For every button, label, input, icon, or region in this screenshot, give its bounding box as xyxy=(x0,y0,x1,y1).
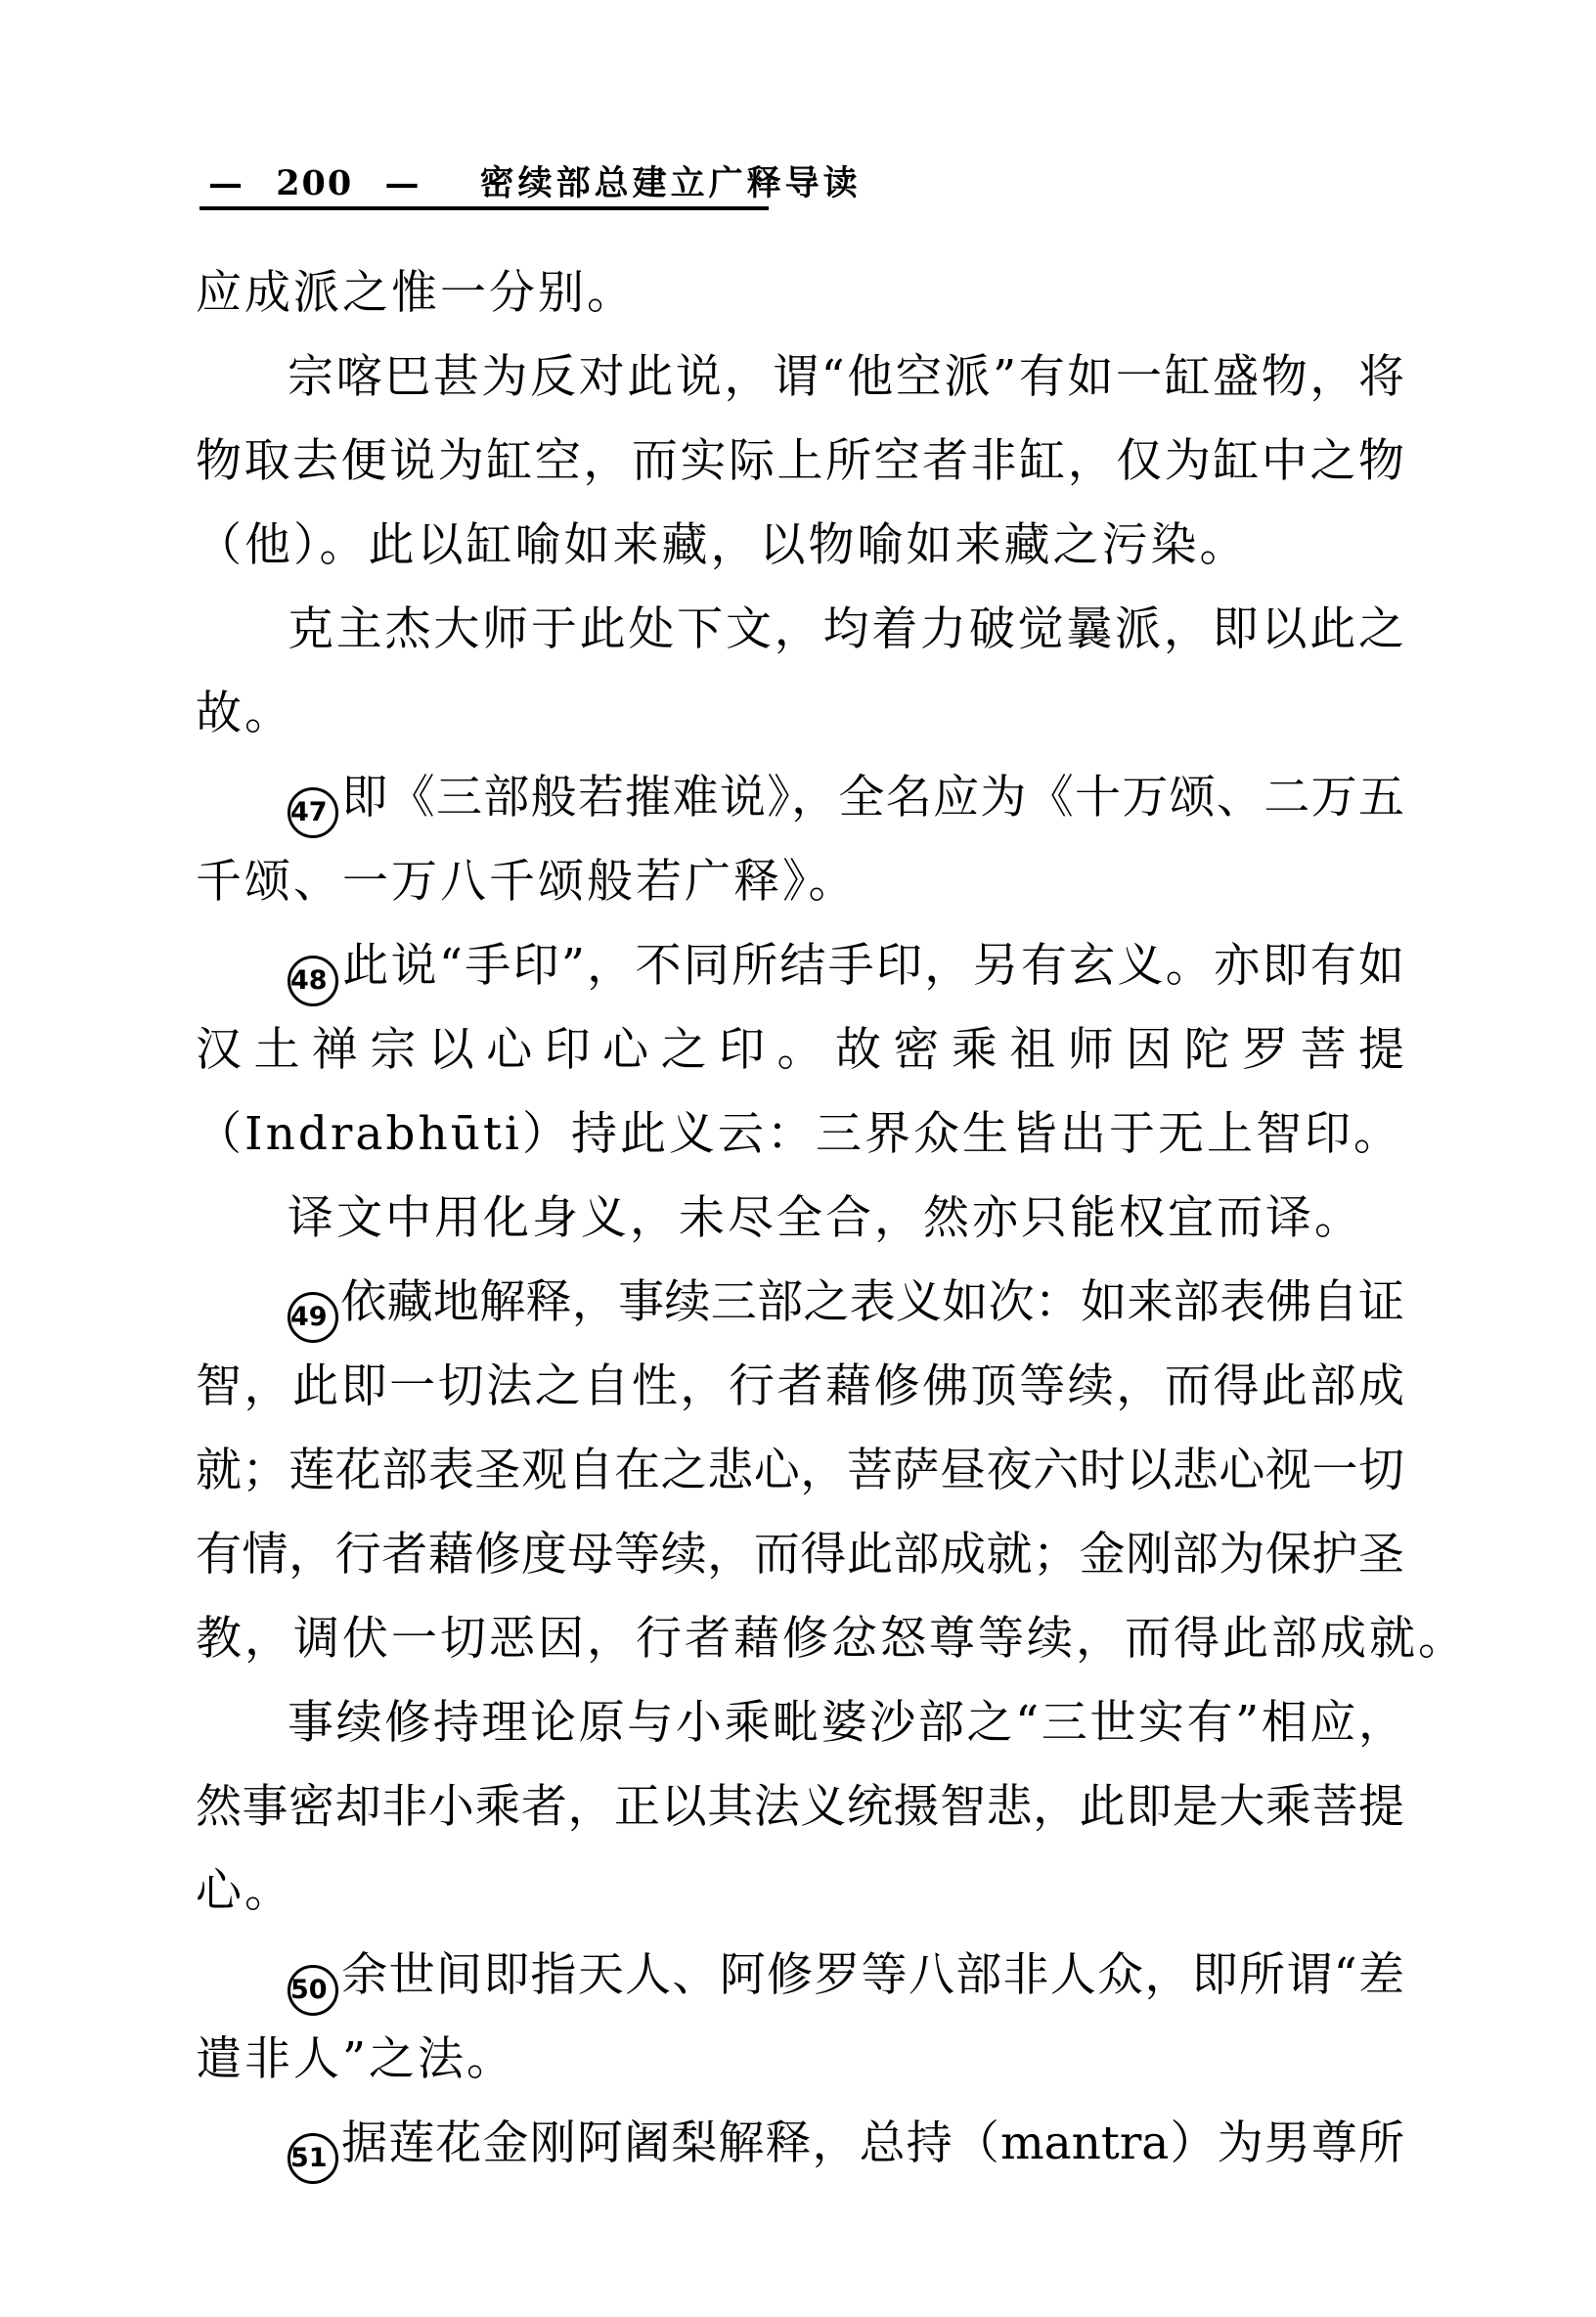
line-text: 译文中用化身义，未尽全合，然亦只能权宜而译。 xyxy=(288,1191,1363,1245)
header-rule xyxy=(200,206,769,210)
text-line xyxy=(196,504,1404,588)
line-text: 教，调伏一切恶因，行者藉修忿怒尊等续，而得此部成就。 xyxy=(196,1612,1467,1666)
text-line xyxy=(196,335,1404,420)
line-text: 余世间即指天人、阿修罗等八部非人众，即所谓“差 xyxy=(340,1948,1404,2002)
text-line xyxy=(196,756,1404,840)
text-line xyxy=(196,840,1404,924)
footnote-number-badge: 50 xyxy=(288,1965,338,2016)
line-text: 故。 xyxy=(196,687,293,740)
line-text: 克主杰大师于此处下文，均着力破觉曩派，即以此之 xyxy=(288,602,1404,656)
line-text: （他）。此以缸喻如来藏，以物喻如来藏之污染。 xyxy=(196,518,1249,572)
text-line xyxy=(196,1765,1404,1849)
line-text: 有情，行者藉修度母等续，而得此部成就；金刚部为保护圣 xyxy=(196,1528,1404,1582)
text-line xyxy=(196,1345,1404,1429)
page-number: 200 xyxy=(276,163,354,203)
text-line xyxy=(196,1261,1404,1345)
running-header xyxy=(200,156,862,205)
line-text: 依藏地解释，事续三部之表义如次：如来部表佛自证 xyxy=(340,1275,1404,1329)
text-line xyxy=(196,1681,1404,1765)
line-text: （Indrabhūti）持此义云：三界众生皆出于无上智印。 xyxy=(196,1107,1402,1161)
body-text-block xyxy=(196,251,1467,2186)
line-text: 就；莲花部表圣观自在之悲心，菩萨昼夜六时以悲心视一切 xyxy=(196,1444,1404,1497)
text-line xyxy=(196,672,1404,756)
text-line xyxy=(196,1597,1467,1681)
line-text: 宗喀巴甚为反对此说，谓“他空派”有如一缸盛物，将 xyxy=(288,350,1404,404)
text-line xyxy=(196,1934,1404,2018)
footnote-number-badge: 51 xyxy=(288,2133,338,2184)
footnote-number-badge: 49 xyxy=(288,1292,338,1343)
line-text: 据莲花金刚阿阇梨解释，总持（mantra）为男尊所 xyxy=(340,2116,1404,2170)
line-text: 然事密却非小乘者，正以其法义统摄智悲，此即是大乘菩提 xyxy=(196,1780,1404,1834)
line-text: 汉土禅宗以心印心之印。故密乘祖师因陀罗菩提 xyxy=(196,1023,1404,1077)
line-text: 智，此即一切法之自性，行者藉修佛顶等续，而得此部成 xyxy=(196,1359,1404,1413)
header-dash-left: — xyxy=(208,163,244,203)
text-line xyxy=(196,588,1404,672)
line-text: 此说“手印”，不同所结手印，另有玄义。亦即有如 xyxy=(340,939,1404,993)
text-line xyxy=(196,2018,1404,2102)
line-text: 即《三部般若摧难说》，全名应为《十万颂、二万五 xyxy=(340,771,1404,824)
line-text: 千颂、一万八千颂般若广释》。 xyxy=(196,855,858,909)
book-title: 密续部总建立广释导读 xyxy=(479,163,862,203)
text-line xyxy=(196,1849,1404,1934)
text-line xyxy=(196,1429,1404,1513)
line-text: 事续修持理论原与小乘毗婆沙部之“三世实有”相应， xyxy=(288,1696,1404,1750)
text-line xyxy=(196,251,1404,335)
text-line xyxy=(196,1177,1404,1261)
footnote-number-badge: 48 xyxy=(288,956,338,1006)
text-line xyxy=(196,1092,1404,1177)
text-line xyxy=(196,924,1404,1008)
text-line xyxy=(196,1008,1404,1092)
text-line xyxy=(196,420,1404,504)
line-text: 遣非人”之法。 xyxy=(196,2032,516,2086)
line-text: 心。 xyxy=(196,1864,293,1918)
line-text: 应成派之惟一分别。 xyxy=(196,266,636,320)
text-line xyxy=(196,1513,1404,1597)
footnote-number-badge: 47 xyxy=(288,787,338,838)
text-line xyxy=(196,2102,1404,2186)
header-dash-right: — xyxy=(384,163,421,203)
line-text: 物取去便说为缸空，而实际上所空者非缸，仅为缸中之物 xyxy=(196,434,1404,488)
